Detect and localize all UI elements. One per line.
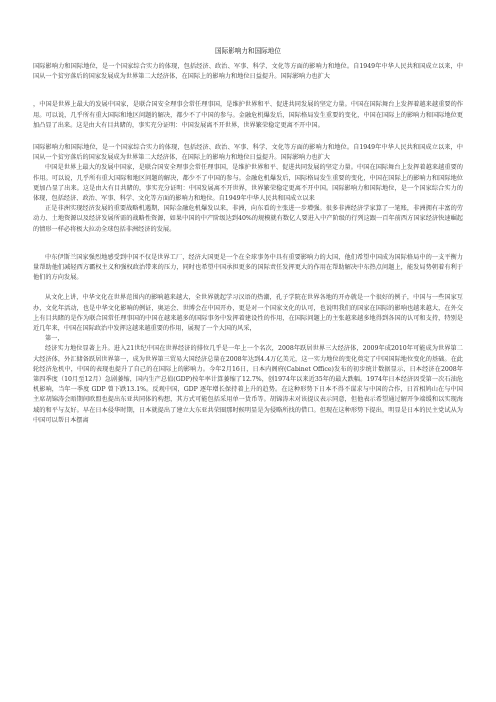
- paragraph: 中东伊斯兰国家强烈地感受到中国不仅是世界工厂，经济大国更是一个在全球事务中具有重要影响力的大国，他们希望中国成为国际格局中的一支平衡力量帮助他们减轻西方霸权主义和强权政治带来的压力，同时也希望中国承担更多的国际责任发挥更大的作用在帮助解决中东热点问题上，能发局势朝着有利于他们的方向发展。: [33, 253, 463, 282]
- document-title: 国际影响力和国际地位: [215, 47, 281, 55]
- paragraph: 从文化上讲，中华文化在世界范围内的影响越来越大，全世界就起学习汉语的热潮，孔子学院在世界各地的开办就是一个很好的例子，中国与一些国家互办，文化年活动，也是中华文化影响的例证，奥运会、世博会在中国开办，更是对一个国家文化的认可，也说明我们的国家在国际的影响也越来越大，在外交上有目共睹的是作为联合国常任理事国的中国在越来越多的国际事务中发挥着建设性的作用，在国际问题上的主张越来越多地得到各国的认可和支持，特别是近几年来，中国在国际政治中发挥这越来越重要的作用，展现了一个大国的风采，: [33, 294, 463, 333]
- paragraph: 第一，: [45, 335, 64, 343]
- paragraph: 国际影响力和国际地位，是一个国家综合实力的体现，包括经济、政治、军事、科学、文化等方面的影响力和地位。自1949年中华人民共和国成立以来，中国从一个贫穷落后的国家发展成为世界第二大经济体，在国际上的影响力和地位日益提升。国际影响力也扩大: [33, 144, 463, 162]
- paragraph: 经济实力地位显著上升。进入21世纪中国在世界经济的排位几乎是一年上一个名次，2008年跃居世界三大经济体，2009年成2010年可能成为世界第二大经济体，外汇储备跃居世界第一，成为世界第三贸易大国经济总量在2008年达到4.4万亿美元，这一实力地位的变化奠定了中国国际地位变化的基础。在此轮经济危机中，中国的表现也提升了自己的在国际上的影响力。今年2月16日，日本内阁府(Cabinet Office)发布的初步统计数据显示，日本经济在2008年第四季度（10月至12月）急剧萎缩，国内生产总值(GDP)按年率计算萎缩了12.7%，创1974年以来近35年的最大跌幅。1974年日本经济因受第一次石油危机影响，当年一季度 GDP 曾下跌13.1%。反观中国，GDP 逐年增长保持着上升的趋势。在这种形势下日本不得不谋求与中国的合作，日首相鸠山在与中国主席胡锦涛会晤期间欧盟也提出东亚共同体的构想，其方式可能包括采用单一货币等。胡锦涛未对该提议表示同意，但他表示希望通过解开争端缓和以实现海域的和平与友好。早在日本侵华时期，日本就提出了建立大东亚共荣圈那时候明显是为侵略所找的借口。但现在这种形势下提出，明显是日本的民主党试从为中国可以帮日本摆离: [33, 345, 463, 424]
- paragraph: 正是非洲实现经济发展的重要战略机遇期，国际金融危机爆发以来，非洲，向东看的主张进一步增强。很多非洲经济学家算了一笔账，非洲拥有丰富的劳动力、土地资源以及经济发展所需的战略性资源，如果中国的中产阶级达到40%的规模就有数亿人要进入中产阶级的行列这跟一百年前西方国家经济快速崛起的情形一样必将极大拉动全球包括非洲经济的发展。: [33, 205, 463, 233]
- paragraph: 中国是世界上最大的发展中国家，是联合国安全理事会常任理事国，是维护世界和平、促进共同发展的坚定力量。中国在国际舞台上发挥着越来越重要的作用。可以说，几乎所有重大国际和地区问题的解决，都少不了中国的参与。金融危机爆发后，国际格局发生重要的变化，中国在国际上的影响力和国际地位更加凸显了出来。这是由大有目共睹的，事实充分证明：中国发展离不开世界，世界繁荣稳定更离不开中国。国际影响力和国际地位，是一个国家综合实力的体现，包括经济、政治、军事、科学、文化等方面的影响力和地位。自1949年中华人民共和国成立以来: [33, 164, 463, 203]
- paragraph: 国际影响力和国际地位，是一个国家综合实力的体现，包括经济、政治、军事、科学、文化等方面的影响力和地位。自1949年中华人民共和国成立以来，中国从一个贫穷落后的国家发展成为世界第二大经济体，在国际上的影响力和地位日益提升。国际影响力也扩大: [33, 63, 463, 81]
- paragraph: ，中国是世界上最大的发展中国家，是联合国安全理事会常任理事国，是维护世界和平、促进共同发展的坚定力量。中国在国际舞台上发挥着越来越重要的作用。可以说，几乎所有重大国际和地区问题的解决，都少不了中国的参与。金融危机爆发后，国际格局发生重要的变化，中国在国际上的影响力和国际地位更加凸显了出来。这是由大有目共睹的，事实充分证明：中国发展离不开世界，世界繁荣稳定更离不开中国。: [33, 101, 463, 129]
- document-body: [33, 62, 463, 426]
